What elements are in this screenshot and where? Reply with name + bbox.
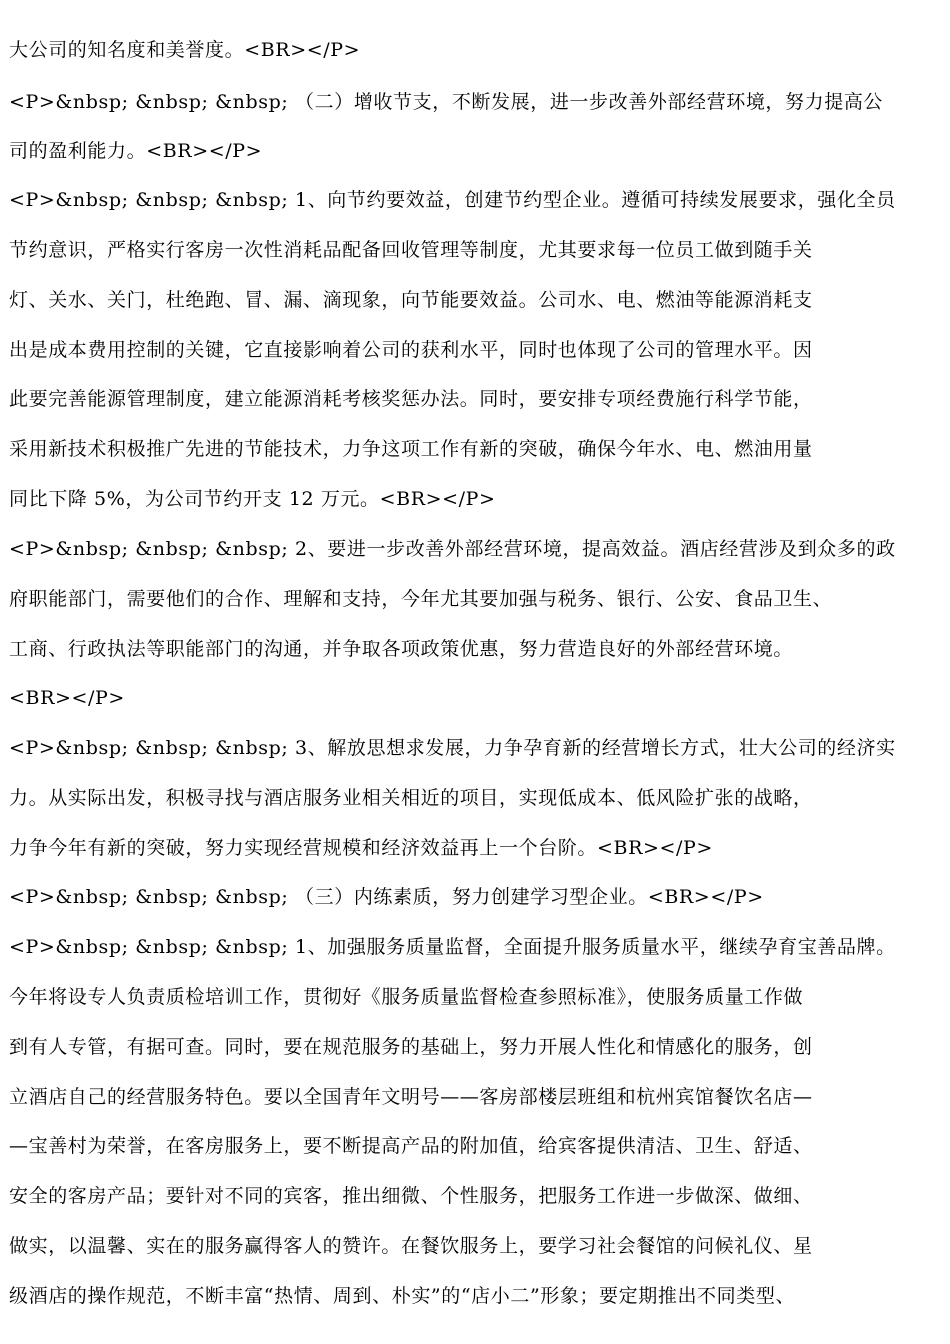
- text-line: 府职能部门，需要他们的合作、理解和支持，今年尤其要加强与税务、银行、公安、食品卫生、: [9, 588, 833, 610]
- text-line: 力。从实际出发，积极寻找与酒店服务业相关相近的项目，实现低成本、低风险扩张的战略，: [9, 787, 813, 809]
- text-line: 安全的客房产品；要针对不同的宾客，推出细微、个性服务，把服务工作进一步做深、做细、: [9, 1185, 813, 1207]
- text-line: 灯、关水、关门，杜绝跑、冒、漏、滴现象，向节能要效益。公司水、电、燃油等能源消耗支: [9, 289, 813, 311]
- text-line: 采用新技术积极推广先进的节能技术，力争这项工作有新的突破，确保今年水、电、燃油用量: [9, 438, 813, 460]
- text-line: <P>&nbsp; &nbsp; &nbsp; （三）内练素质，努力创建学习型企业。<BR></P>: [9, 886, 764, 908]
- text-line: <P>&nbsp; &nbsp; &nbsp; 1、向节约要效益，创建节约型企业。遵循可持续发展要求，强化全员: [9, 189, 896, 211]
- text-line: 立酒店自己的经营服务特色。要以全国青年文明号——客房部楼层班组和杭州宾馆餐饮名店—: [9, 1086, 813, 1108]
- text-line: 工商、行政执法等职能部门的沟通，并争取各项政策优惠，努力营造良好的外部经营环境。: [9, 638, 794, 660]
- text-line: 大公司的知名度和美誉度。<BR></P>: [9, 39, 361, 61]
- text-line: 出是成本费用控制的关键，它直接影响着公司的获利水平，同时也体现了公司的管理水平。因: [9, 339, 813, 361]
- text-line: 级酒店的操作规范，不断丰富“热情、周到、朴实”的“店小二”形象；要定期推出不同类型、: [9, 1285, 796, 1307]
- text-line: 到有人专管，有据可查。同时，要在规范服务的基础上，努力开展人性化和情感化的服务，创: [9, 1036, 813, 1058]
- text-line: 力争今年有新的突破，努力实现经营规模和经济效益再上一个台阶。<BR></P>: [9, 837, 713, 859]
- text-line: 同比下降 5%，为公司节约开支 12 万元。<BR></P>: [9, 488, 496, 510]
- text-line: 节约意识，严格实行客房一次性消耗品配备回收管理等制度，尤其要求每一位员工做到随手关: [9, 239, 813, 261]
- text-line: <P>&nbsp; &nbsp; &nbsp; 1、加强服务质量监督，全面提升服务质量水平，继续孕育宝善品牌。: [9, 936, 896, 958]
- text-line: 此要完善能源管理制度，建立能源消耗考核奖惩办法。同时，要安排专项经费施行科学节能，: [9, 388, 813, 410]
- text-line: 司的盈利能力。<BR></P>: [9, 140, 263, 162]
- text-line: <BR></P>: [9, 687, 125, 709]
- text-line: —宝善村为荣誉，在客房服务上，要不断提高产品的附加值，给宾客提供清洁、卫生、舒适、: [9, 1135, 813, 1157]
- text-line: <P>&nbsp; &nbsp; &nbsp; 3、解放思想求发展，力争孕育新的经营增长方式，壮大公司的经济实: [9, 737, 896, 759]
- text-line: 做实，以温馨、实在的服务赢得客人的赞许。在餐饮服务上，要学习社会餐馆的问候礼仪、星: [9, 1235, 813, 1257]
- text-line: 今年将设专人负责质检培训工作，贯彻好《服务质量监督检查参照标准》，使服务质量工作做: [9, 986, 804, 1008]
- text-line: <P>&nbsp; &nbsp; &nbsp; （二）增收节支，不断发展，进一步改善外部经营环境，努力提高公: [9, 91, 884, 113]
- text-line: <P>&nbsp; &nbsp; &nbsp; 2、要进一步改善外部经营环境，提高效益。酒店经营涉及到众多的政: [9, 538, 896, 560]
